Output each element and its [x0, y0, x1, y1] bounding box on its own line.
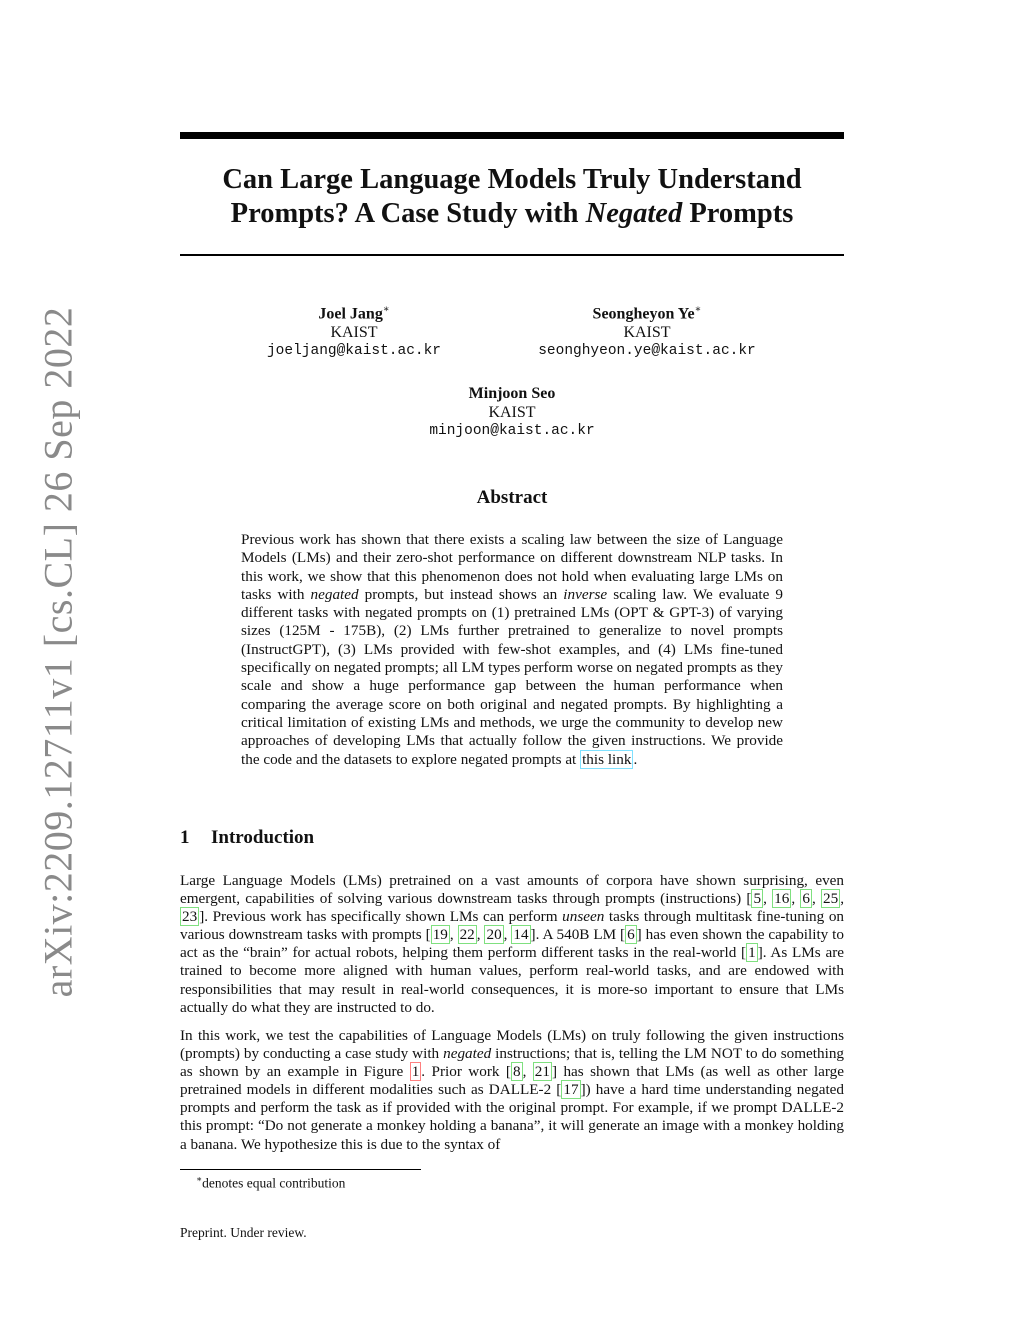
author-name: Seongheyon Ye∗ [592, 304, 702, 323]
citation-link[interactable]: 1 [748, 944, 756, 962]
author-affiliation: KAIST [488, 403, 536, 421]
citation-link[interactable]: 21 [534, 1063, 550, 1081]
citation-link[interactable]: 22 [459, 926, 475, 944]
title-line-2-start: Prompts? A Case Study with [230, 198, 586, 229]
abstract-heading: Abstract [476, 487, 548, 508]
citation-link[interactable]: 17 [563, 1081, 579, 1099]
section-number: 1 [180, 827, 190, 848]
citation-link[interactable]: 19 [432, 926, 448, 944]
author-name: Joel Jang∗ [318, 304, 390, 323]
author-affiliation: KAIST [623, 323, 671, 341]
author-email[interactable]: joeljang@kaist.ac.kr [266, 343, 442, 360]
paper-title [180, 163, 844, 231]
title-line-2-end: Prompts [682, 198, 794, 229]
section-heading-introduction [180, 827, 314, 849]
citation-link[interactable]: 8 [512, 1063, 521, 1081]
author-block-2 [497, 301, 797, 361]
citation-link[interactable]: 6 [802, 890, 810, 908]
title-line-2 [180, 197, 844, 231]
footnote-rule [180, 1169, 421, 1170]
section-title: Introduction [211, 827, 315, 848]
footnote-mark: ∗ [196, 1174, 203, 1184]
citation-link[interactable]: 6 [627, 926, 635, 944]
citation-link[interactable]: 14 [513, 926, 529, 944]
intro-paragraph-1: Large Language Models (LMs) pretrained on a vast amounts of corpora have shown surprising, even emergent, capabilities of solving various downstream tasks through prompts (instructions) [ 5 , 16 , 6 , 25 , 23 ]. Previous work has specifically shown LMs can perform unseen tasks through multitask fine-tuning on various downstream tasks with prompts [ 19 , 22 , 20 , 14 ]. A 540B LM [ 6 ] has even shown the capability to act as the “brain” for actual robots, helping them perform different tasks in the real-world [ 1 ]. As LMs are trained to become more aligned with human values, perform real-world tasks, and are endowed with responsibilities that may result in real-world consequences, it is more-so important to ensure that LMs actually do what they are instructed to do. [180, 872, 845, 1016]
citation-link[interactable]: 20 [486, 926, 502, 944]
author-mark: ∗ [382, 304, 390, 315]
arxiv-identifier: arXiv:2209.12711v1 [cs.CL] 26 Sep 2022 [35, 306, 81, 998]
author-affiliation: KAIST [330, 323, 378, 341]
author-block-1 [204, 301, 504, 361]
title-bottom-rule [180, 254, 844, 256]
citation-link[interactable]: 16 [774, 890, 790, 908]
abstract-body: Previous work has shown that there exists a scaling law between the size of Language Models (LMs) and their zero-shot performance on different downstream NLP tasks. In this work, we show that this phenomenon does not hold when evaluating large LMs on tasks with negated prompts, but instead shows an inverse scaling law. We evaluate 9 different tasks with negated prompts on (1) pretrained LMs (OPT & GPT-3) of varying sizes (125M - 175B), (2) LMs further pretrained to generalize to novel prompts (InstructGPT), (3) LMs provided with few-shot examples, and (4) LMs fine-tuned specifically on negated prompts; all LM types perform worse on negated prompts as they scale and show a huge performance gap between the human performance when comparing the average score on both original and negated prompts. By highlighting a critical limitation of existing LMs and methods, we urge the community to develop new approaches of developing LMs that actually follow the given instructions. We provide the code and the datasets to explore negated prompts at this link . [241, 531, 783, 768]
citation-link[interactable]: 25 [823, 890, 839, 908]
author-block-3 [362, 385, 662, 441]
figure-reference-link[interactable]: 1 [411, 1063, 420, 1081]
citation-link[interactable]: 5 [753, 890, 762, 908]
preprint-notice: Preprint. Under review. [180, 1225, 307, 1240]
author-name: Minjoon Seo [468, 385, 556, 402]
intro-paragraph-2: In this work, we test the capabilities of Language Models (LMs) on truly following the given instructions (prompts) by conducting a case study with negated instructions; that is, telling the LM NOT to do something as shown by an example in Figure 1 . Prior work [ 8 , 21 ] has shown that LMs (as well as other large pretrained models in different modalities such as DALLE-2 [ 17 ]) have a hard time understanding negated prompts and perform the task as if provided with the original prompt. For example, if we prompt DALLE-2 this prompt: “Do not generate a monkey holding a banana”, it will generate an image with a monkey holding a banana. We hypothesize this is due to the syntax of [180, 1027, 845, 1153]
code-link[interactable]: this link [582, 750, 632, 768]
title-top-rule [180, 132, 844, 139]
title-line-1: Can Large Language Models Truly Understand [222, 164, 802, 195]
author-email[interactable]: seonghyeon.ye@kaist.ac.kr [538, 343, 756, 360]
author-mark: ∗ [694, 304, 702, 315]
footnote [196, 1174, 345, 1192]
author-email[interactable]: minjoon@kaist.ac.kr [429, 423, 595, 439]
footnote-text: denotes equal contribution [202, 1175, 346, 1191]
title-emphasis: Negated [585, 198, 683, 229]
citation-link[interactable]: 23 [182, 908, 198, 926]
